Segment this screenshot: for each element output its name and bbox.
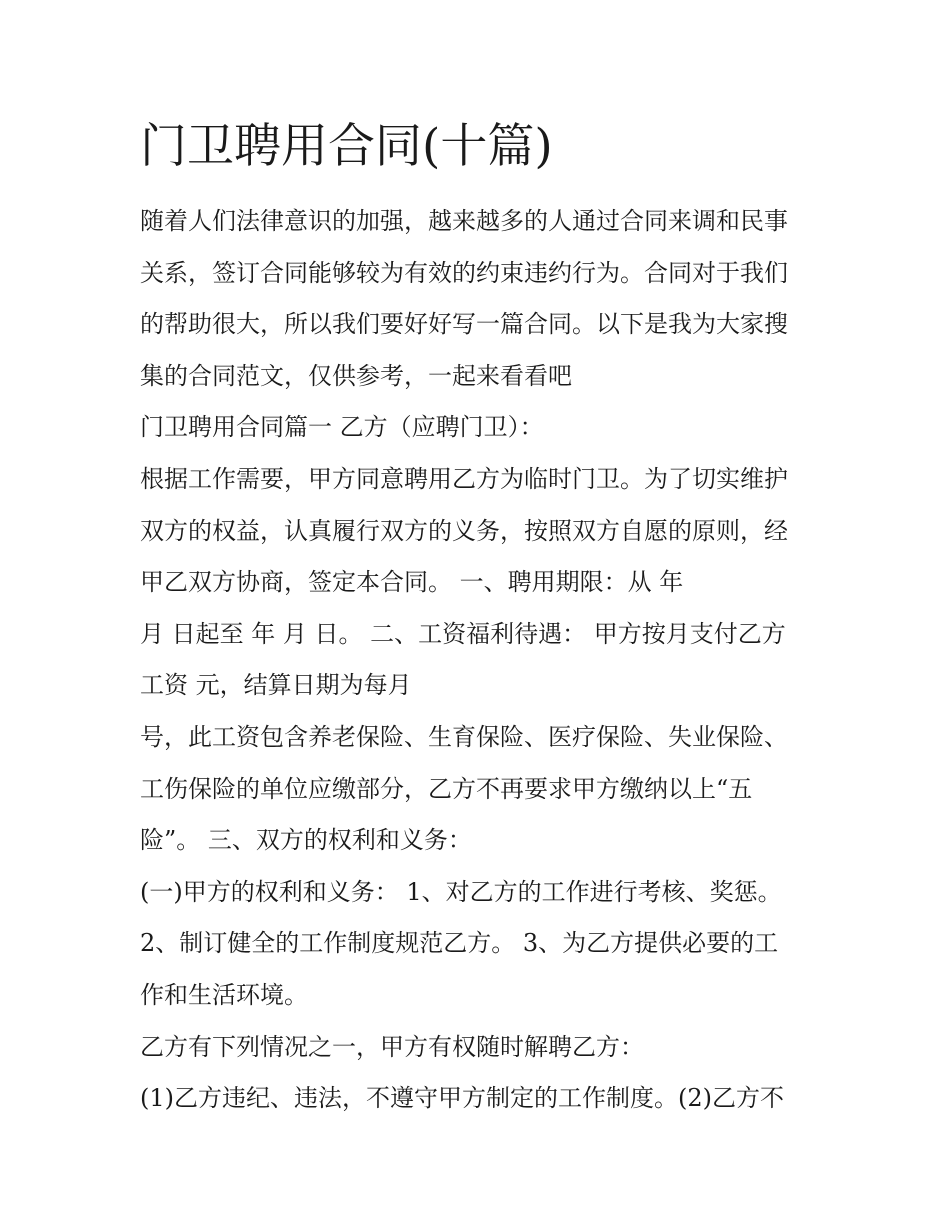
section-heading-line: 门卫聘用合同篇一 乙方（应聘门卫）： — [140, 413, 544, 442]
text-line: 根据工作需要，甲方同意聘用乙方为临时门卫。为了切实维护 — [140, 464, 788, 493]
text-line: 乙方有下列情况之一，甲方有权随时解聘乙方： — [140, 1032, 644, 1061]
text-line: 随着人们法律意识的加强，越来越多的人通过合同来调和民事 — [140, 207, 788, 235]
text-line: 工伤保险的单位应缴部分，乙方不再要求甲方缴纳以上“五 — [140, 774, 753, 803]
text-line: 险”。 三、双方的权利和义务： — [140, 826, 472, 855]
text-line: (1)乙方违纪、违法，不遵守甲方制定的工作制度。(2)乙方不 — [140, 1084, 784, 1113]
text-line: 集的合同范文，仅供参考，一起来看看吧 — [140, 361, 572, 390]
text-line: 工资 元，结算日期为每月 — [140, 671, 412, 700]
text-line: 的帮助很大，所以我们要好好写一篇合同。以下是我为大家搜 — [140, 310, 788, 339]
text-line: (一)甲方的权利和义务： 1、对乙方的工作进行考核、奖惩。 — [140, 877, 782, 906]
text-line: 作和生活环境。 — [140, 980, 308, 1009]
document-body — [140, 196, 830, 1125]
text-line: 月 日起至 年 月 日。 二、工资福利待遇： 甲方按月支付乙方 — [140, 619, 786, 648]
text-line: 关系，签订合同能够较为有效的约束违约行为。合同对于我们 — [140, 258, 788, 287]
text-line: 2、制订健全的工作制度规范乙方。 3、为乙方提供必要的工 — [140, 929, 779, 958]
text-line: 号，此工资包含养老保险、生育保险、医疗保险、失业保险、 — [140, 722, 788, 751]
text-line: 双方的权益，认真履行双方的义务，按照双方自愿的原则，经 — [140, 516, 788, 545]
text-line: 甲乙双方协商，签定本合同。 一、聘用期限：从 年 — [140, 568, 684, 597]
document-title: 门卫聘用合同(十篇) — [140, 119, 553, 174]
